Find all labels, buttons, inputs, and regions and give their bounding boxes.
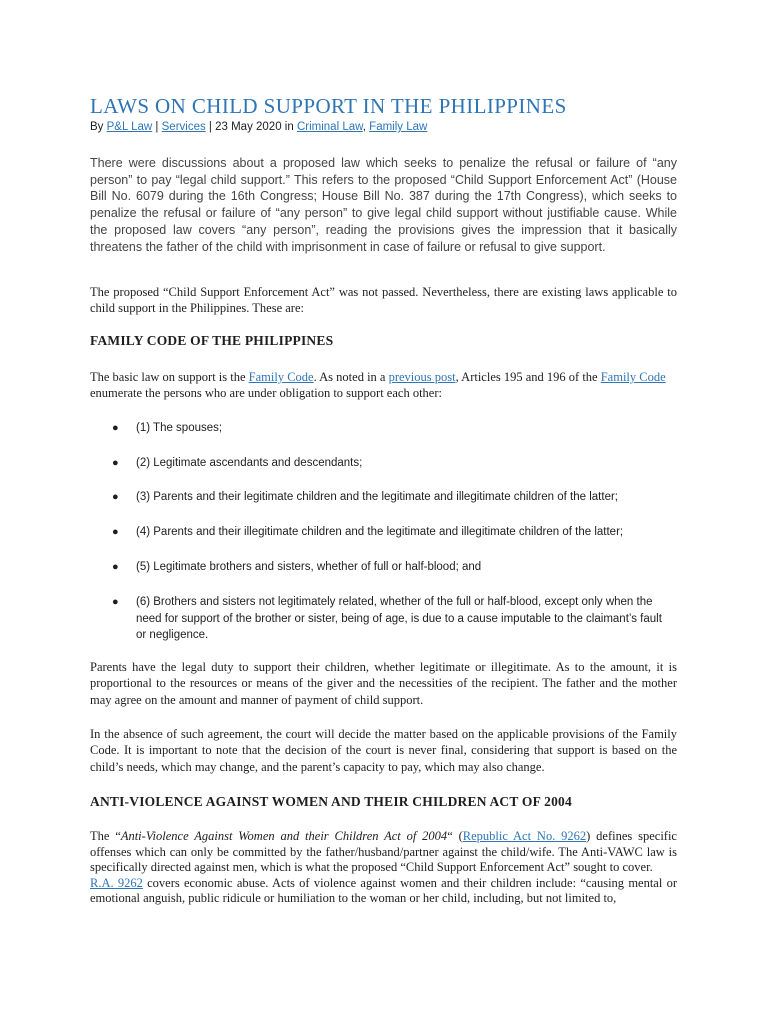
list-item-text: (1) The spouses;: [136, 422, 223, 434]
bullet-icon: ●: [112, 422, 119, 434]
bullet-icon: ●: [112, 526, 119, 538]
list-item-text: (3) Parents and their legitimate children and the legitimate and illegitimate children of the latter;: [136, 491, 618, 503]
parents-duty-paragraph: Parents have the legal duty to support their children, whether legitimate or illegitimate. As to the amount, it is proportional to the resources or means of the giver and the necessities of the recipient. The father and the mother may agree on the amount and manner of payment of child support.: [90, 660, 677, 707]
list-item-text: (2) Legitimate ascendants and descendants;: [136, 457, 363, 469]
anti-vawc-act-name: Anti-Violence Against Women and their Children Act of 2004: [120, 829, 448, 843]
previous-post-link[interactable]: previous post: [388, 370, 456, 384]
bullet-icon: ●: [112, 561, 119, 573]
family-code-text-c: , Articles 195 and 196 of the: [455, 370, 601, 384]
byline-comma: ,: [362, 121, 370, 133]
intro-paragraph: There were discussions about a proposed law which seeks to penalize the refusal or failure of “any person” to pay “legal child support.” This refers to the proposed “Child Support Enforcement Act” (House Bill No. 6079 during the 16th Congress; House Bill No. 387 during the 17th Congress), which seeks to penalize the refusal or failure of “any person” to give legal child support without justifiable cause. While the proposed law covers “any person”, reading the provisions gives the impression that it basically threatens the father of the child with imprisonment in case of failure or refusal to give support.: [90, 156, 677, 254]
family-code-text-b: . As noted in a: [313, 370, 389, 384]
bullet-icon: ●: [112, 596, 119, 608]
ra-9262-link[interactable]: Republic Act No. 9262: [462, 829, 587, 843]
tag-criminal-law-link[interactable]: Criminal Law: [296, 121, 363, 133]
tag-family-law-link[interactable]: Family Law: [369, 121, 428, 133]
family-code-paragraph: [90, 369, 677, 401]
anti-vawc-text-d: covers economic abuse. Acts of violence against women and their children include: “causing mental or emotional anguish, public ridicule or humiliation to the woman or her child, including, but not limited to,: [90, 875, 677, 906]
anti-vawc-text-c: ) defines specific offenses which can only be committed by the father/husband/partner against the child/wife. The Anti-VAWC law is specifically directed against men, which is what the proposed “Child Support Enforcement Act” sought to cover.: [90, 829, 677, 875]
list-item-text: (6) Brothers and sisters not legitimately related, whether of the full or half-blood, except only when the need for support of the brother or sister, being of age, is due to a cause imputable to the claimant’s fault or negligence.: [136, 596, 662, 641]
family-code-link-2[interactable]: Family Code: [600, 370, 666, 384]
family-code-text-d: enumerate the persons who are under obligation to support each other:: [90, 386, 442, 400]
byline-by: By: [90, 121, 107, 133]
category-link[interactable]: Services: [161, 121, 206, 133]
existing-laws-paragraph: The proposed “Child Support Enforcement Act” was not passed. Nevertheless, there are existing laws applicable to child support in the Philippines. These are:: [90, 285, 677, 315]
bullet-icon: ●: [112, 457, 119, 469]
anti-vawc-text-a: The “: [90, 829, 121, 843]
list-item-text: (5) Legitimate brothers and sisters, whether of full or half-blood; and: [136, 561, 482, 573]
family-code-heading: FAMILY CODE OF THE PHILIPPINES: [90, 333, 334, 348]
list-item-text: (4) Parents and their illegitimate children and the legitimate and illegitimate children of the latter;: [136, 526, 624, 538]
court-decision-paragraph: In the absence of such agreement, the court will decide the matter based on the applicable provisions of the Family Code. It is important to note that the decision of the court is never final, considering that support is based on the child’s needs, which may change, and the parent’s capacity to pay, which may also change.: [90, 727, 677, 774]
article-title: LAWS ON CHILD SUPPORT IN THE PHILIPPINES: [90, 94, 567, 118]
author-link[interactable]: P&L Law: [106, 121, 153, 133]
ra-9262-short-link[interactable]: R.A. 9262: [90, 875, 143, 890]
anti-vawc-heading: ANTI-VIOLENCE AGAINST WOMEN AND THEIR CHILDREN ACT OF 2004: [90, 794, 572, 809]
family-code-link[interactable]: Family Code: [248, 370, 314, 384]
anti-vawc-text-b: “ (: [447, 829, 463, 843]
byline-sep: |: [152, 121, 162, 133]
anti-vawc-paragraph: [90, 829, 677, 907]
byline: [90, 121, 427, 133]
byline-date: | 23 May 2020 in: [205, 121, 297, 133]
family-code-text-a: The basic law on support is the: [90, 370, 249, 384]
bullet-icon: ●: [112, 491, 119, 503]
